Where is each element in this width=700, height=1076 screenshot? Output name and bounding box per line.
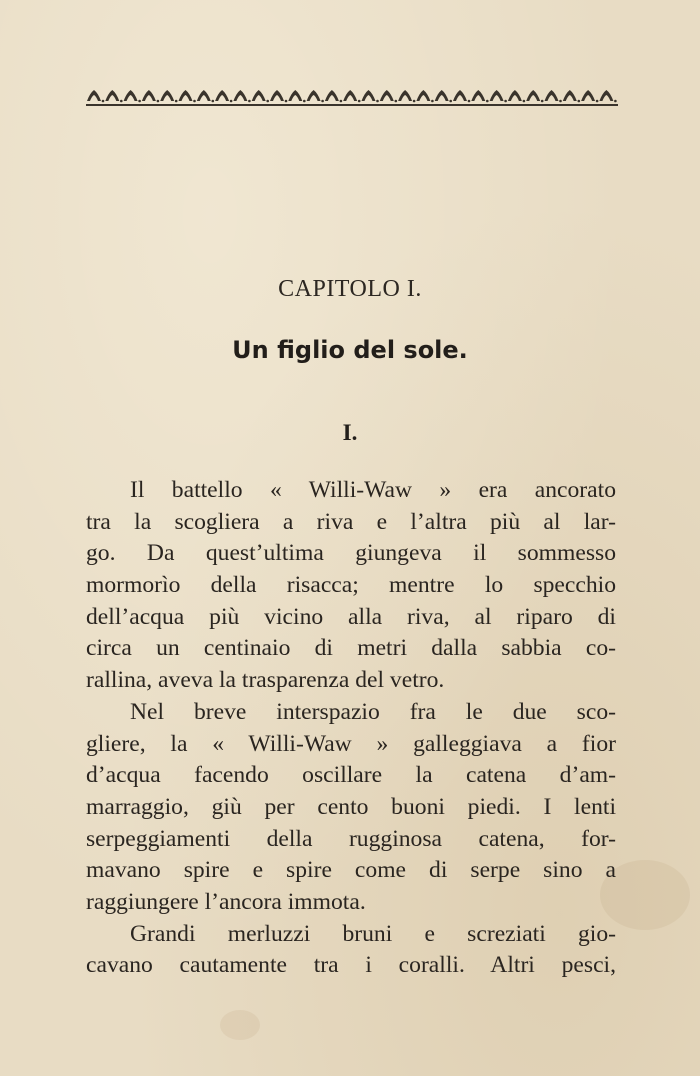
fleuron-mark	[416, 90, 430, 101]
ornament-dot	[248, 100, 251, 103]
text-line: marraggio, giù per cento buoni piedi. I lenti	[86, 793, 616, 820]
ornament-dot	[559, 100, 562, 103]
fleuron-mark	[325, 90, 339, 101]
text-line: gliere, la « Willi-Waw » galleggiava a fior	[86, 730, 616, 757]
paragraph	[86, 919, 616, 982]
ornament-dot	[431, 100, 434, 103]
fleuron-mark	[508, 90, 522, 101]
ornament-dot	[266, 100, 269, 103]
ornament-dot	[376, 100, 379, 103]
ornament-dot	[596, 100, 599, 103]
fleuron-mark	[160, 90, 174, 101]
ornament-dot	[340, 100, 343, 103]
text-line: tra la scogliera a riva e l’altra più al lar-	[86, 508, 616, 535]
fleuron-mark	[398, 90, 412, 101]
ornament-dot	[120, 100, 123, 103]
fleuron-mark	[105, 90, 119, 101]
ornament-dot	[523, 100, 526, 103]
ornament-rule	[86, 104, 618, 106]
ornament-dot	[157, 100, 160, 103]
ornament-border	[86, 84, 618, 110]
fleuron-mark	[197, 90, 211, 101]
text-line: dell’acqua più vicino alla riva, al riparo di	[86, 603, 616, 630]
fleuron-mark	[380, 90, 394, 101]
ornament-dot	[614, 100, 617, 103]
chapter-title: Un figlio del sole.	[232, 336, 468, 364]
fleuron-mark	[362, 90, 376, 101]
fleuron-mark	[545, 90, 559, 101]
ornament-dot	[468, 100, 471, 103]
fleuron-mark	[252, 90, 266, 101]
text-line: raggiungere l’ancora immota.	[86, 888, 366, 915]
text-line: rallina, aveva la trasparenza del vetro.	[86, 667, 445, 694]
fleuron-mark	[435, 90, 449, 101]
ornament-dot	[212, 100, 215, 103]
chapter-heading: CAPITOLO I.	[278, 276, 422, 302]
text-line: Nel breve interspazio fra le due sco-	[130, 698, 616, 725]
ornament-dot	[102, 100, 105, 103]
text-line: mavano spire e spire come di serpe sino a	[86, 857, 616, 884]
ornament-dot	[285, 100, 288, 103]
fleuron-mark	[490, 90, 504, 101]
ornament-dot	[358, 100, 361, 103]
ornament-dot	[504, 100, 507, 103]
text-line: serpeggiamenti della rugginosa catena, for-	[86, 825, 616, 852]
fleuron-mark	[179, 90, 193, 101]
fleuron-mark	[343, 90, 357, 101]
fleuron-mark	[599, 90, 613, 101]
ornament-dot	[449, 100, 452, 103]
text-line: cavano cautamente tra i coralli. Altri pesci,	[86, 952, 616, 979]
fleuron-mark	[87, 90, 101, 101]
paragraph	[86, 697, 616, 919]
fleuron-mark	[142, 90, 156, 101]
fleuron-mark	[233, 90, 247, 101]
text-line: mormorìo della risacca; mentre lo specchio	[86, 572, 616, 599]
ornament-dot	[541, 100, 544, 103]
ornament-dot	[138, 100, 141, 103]
text-line: Il battello « Willi-Waw » era ancorato	[130, 477, 616, 503]
body-text	[86, 475, 616, 982]
fleuron-mark	[453, 90, 467, 101]
text-line: circa un centinaio di metri dalla sabbia co-	[86, 635, 616, 662]
paper-stain	[220, 1010, 260, 1040]
ornament-dot	[321, 100, 324, 103]
fleuron-mark	[471, 90, 485, 101]
ornament-dot	[230, 100, 233, 103]
fleuron-mark	[581, 90, 595, 101]
fleuron-mark	[307, 90, 321, 101]
fleuron-mark	[288, 90, 302, 101]
text-line: d’acqua facendo oscillare la catena d’am-	[86, 762, 616, 789]
ornament-dot	[193, 100, 196, 103]
ornament-dot	[303, 100, 306, 103]
fleuron-mark	[270, 90, 284, 101]
fleuron-mark	[215, 90, 229, 101]
ornament-dot	[395, 100, 398, 103]
fleuron-mark	[563, 90, 577, 101]
ornament-dot	[578, 100, 581, 103]
ornament-dot	[413, 100, 416, 103]
section-number: I.	[342, 420, 358, 445]
ornament-dot	[175, 100, 178, 103]
ornament-dot	[486, 100, 489, 103]
paragraph	[86, 475, 616, 697]
text-line: go. Da quest’ultima giungeva il sommesso	[86, 540, 616, 567]
fleuron-mark	[124, 90, 138, 101]
fleuron-mark	[526, 90, 540, 101]
text-line: Grandi merluzzi bruni e screziati gio-	[130, 920, 616, 947]
